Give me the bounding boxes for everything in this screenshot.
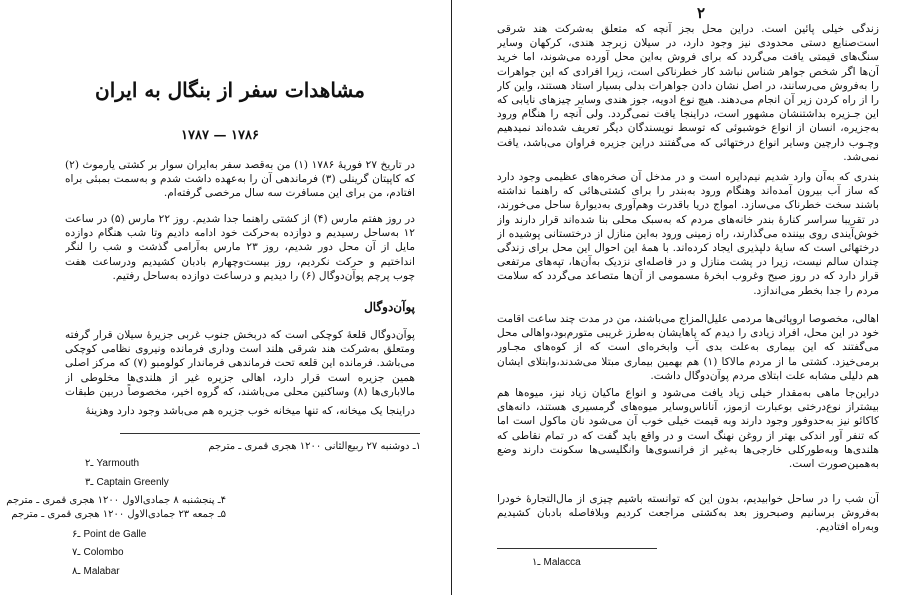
- right-page: [452, 0, 903, 595]
- footnote: ۸ـ Malabar: [72, 566, 120, 577]
- footnote-number: ۸: [72, 566, 78, 577]
- section-heading: پوآن‌دوگال: [364, 300, 415, 314]
- footnote-text: Captain Greenly: [96, 477, 169, 488]
- paragraph: دراینجا یک میخانه، که تنها میخانه خوب جزیره هم می‌باشد وجود دارد وهزینهٔ: [85, 405, 415, 417]
- paragraph: اهالی، مخصوصا اروپائی‌ها مردمی علیل‌المزاج می‌باشند، من در مدت چند ساعت اقامت خود در این محل، افراد زیادی را دیدم که پاهایشان به‌طرز غریبی متورم‌بود،واهالی محل می‌گفتند که این بیماری به‌علت بدی آب وابخره‌ای است که از کوه‌های مجـاور برمی‌خیزد. کشتی ما از مردم مالاکا (۱) هم بهمین بیماری مبتلا می‌شدند،وابتلای ایشان هم دلیلی مشابه علت ابتلای مردم پوآن‌دوگال داشت.: [497, 313, 879, 382]
- footnote-number: ۳: [85, 477, 91, 488]
- paragraph: آن شب را در ساحل خوابیدیم، بدون این که توانسته باشیم چیزی از مال‌التجارهٔ خودرا به‌فروش برسانیم وصبحروز بعد به‌کشتی مراجعت کردیم وبلافاصله بادبان کشیدیم وبه‌راه افتادیم.: [497, 493, 879, 534]
- footnote: ۱ـ دوشنبه ۲۷ ربیع‌الثانی ۱۲۰۰ هجری قمری ـ مترجم: [208, 441, 421, 452]
- paragraph: پوآن‌دوگال قلعهٔ کوچکی است که دربخش جنوب غربی جزیرهٔ سیلان قرار گرفته ومتعلق به‌شرکت هند شرقی هلند است وداری فرمانده ونیروی نظامی کوچکی می‌باشد. فرمانده این قلعه تحت فرماندهی فرماندار کولومبو (۷) که مرکز اصلی همین جزیره است قرار دارد، اهالی جزیره غیر از هلندی‌ها مخلوطی از مالاباری‌ها (۸) وساکنین محلی می‌باشند، که گروه اخیر، مخصوصاً دربین طبقات: [65, 329, 415, 398]
- footnote-number: ۵: [220, 509, 226, 520]
- footnote-number: ۶: [72, 529, 78, 540]
- footnote-text: پنجشنبه ۸ جمادی‌الاول ۱۲۰۰ هجری قمری ـ مترجم: [6, 495, 215, 506]
- footnote: ۱ـ Malacca: [532, 557, 581, 568]
- footnote-text: Malacca: [543, 557, 581, 568]
- footnote-number: ۴: [220, 495, 226, 506]
- page-number: ۲: [697, 4, 706, 22]
- footnote-text: Colombo: [83, 547, 124, 558]
- paragraph: دراین‌جا ماهی به‌مقدار خیلی زیاد یافت می‌شود و انواع ماکیان زیاد نیز، میوه‌ها هم بیشتراز نوع‌درختی بوعبارت ازموز، آناناس‌وسایر میوه‌های گرمسیری هستند، دانه‌های کاکائو نیز به‌حدوفور وجود دارند وبه قیمت خیلی خوب آن می‌شود نان ماکول است اما که تنفر آور اندکی بهتر از روغن نهنگ است و در واقع باید گفت که در تمام نقاطی که هلندی‌ها وبه‌طورکلی خارجی‌ها به‌غیر از فرانسوی‌ها وانگلیسی‌ها سکونت دارند وضع به‌همین‌صورت است.: [497, 387, 879, 471]
- footnote-rule: [497, 548, 657, 549]
- left-page: [0, 0, 451, 595]
- footnote-text: Yarmouth: [96, 458, 140, 469]
- paragraph: زندگی خیلی پائین است. دراین محل بجز آنچه که متعلق به‌شرکت هند شرقی است‌صنایع دستی محدودی نیز وجود دارد، در سیلان زبرجد هندی، کرکهان وسایر سنگ‌های قیمتی یافت می‌گردد که برای فروش به‌این محل آورده می‌شوند، اما خرید آن‌ها اگر شخص جواهر شناس نباشد کار خطرناکی است، زیرا افرادی که این جواهرات را به‌فروش می‌رسانند، در اصل نشان دادن جواهرات بدلی بسیار استاد هستند، واین کار را از راه کردن زیر آن انجام می‌دهند. هیچ نوع ادویه، جوز هندی وسایر چیزهای نایابی که این جـزیره بداشتنشان مشهور است، دراینجا یافت نمی‌گردد. ولی آنچه را هنگام ورود به‌جزیره، انسان از انواع خوشبوئی که توسط نویسندگان دیگر تعریف شده‌اند نمیدهیم وچـوب دارچین وسایر انواع درختهائی که می‌گفتند دراین جزیره فراوان می‌باشد، یافت نمی‌شد.: [497, 23, 879, 163]
- footnote: ۶ـ Point de Galle: [72, 529, 147, 540]
- footnote: ۵ـ جمعه ۲۳ جمادی‌الاول ۱۲۰۰ هجری قمری ـ مترجم: [11, 509, 226, 520]
- footnote-rule: [120, 433, 420, 434]
- footnote: ۷ـ Colombo: [72, 547, 124, 558]
- footnote: ۳ـ Captain Greenly: [85, 477, 169, 488]
- footnote: ۲ـ Yarmouth: [85, 458, 140, 469]
- chapter-title: مشاهدات سفر از بنگال به ایران: [95, 78, 365, 102]
- paragraph: بندری که به‌آن وارد شدیم نیم‌دایره است و در مدخل آن صخره‌های عظیمی وجود دارد که ساز آب بیرون آمده‌اند وهنگام ورود به‌بندر را برای کشتی‌هائی که راهنما نداشته باشند سخت خطرناک می‌سازد. امواج دریا باقدرت وهم‌آوری به‌دیوارهٔ ساحل می‌خورند، در تقریبا سراسر کنارهٔ بندر خانه‌های مردم که به‌سبک محلی بنا شده‌اند قرار دارند واز خوش‌آیندی روی بیننده می‌گذارند، راه زمینی ورود به‌این منازل از درختستانی پوشیده از درختهائی است که سایهٔ دلپذیری ایجاد کرده‌اند. با همهٔ این احوال این محل برای زندگی چندان سالم نیست، زیرا در پشت منازل و در فاصله‌ای نزدیک به‌آن‌ها، تپه‌های مرتفعی قرار دارد که در روز صبح وغروب ابخرهٔ مسمومی از آن‌ها متصاعد می‌گردد که سلامت مردم را جدا بخطر می‌اندازد.: [497, 171, 879, 297]
- footnote-number: ۲: [85, 458, 91, 469]
- footnote-number: ۷: [72, 547, 78, 558]
- footnote-number: ۱: [532, 557, 538, 568]
- footnote-text: Point de Galle: [83, 529, 147, 540]
- footnote-text: جمعه ۲۳ جمادی‌الاول ۱۲۰۰ هجری قمری ـ مترجم: [11, 509, 215, 520]
- footnote-number: ۱: [415, 441, 421, 452]
- footnote-text: دوشنبه ۲۷ ربیع‌الثانی ۱۲۰۰ هجری قمری ـ مترجم: [208, 441, 410, 452]
- footnote-text: Malabar: [83, 566, 120, 577]
- paragraph: در تاریخ ۲۷ فوریهٔ ۱۷۸۶ (۱) من به‌قصد سفر به‌ایران سوار بر کشتی یارموث (۲) که کاپیتان گرینلی (۳) فرماندهی آن را به‌عهده داشت شدم و به‌سمت بمبئی براه افتادم، من برای این مسافرت سه سال مرخصی گرفته‌ام.: [65, 159, 415, 200]
- footnote: ۴ـ پنجشنبه ۸ جمادی‌الاول ۱۲۰۰ هجری قمری ـ مترجم: [6, 495, 226, 506]
- chapter-dates: ۱۷۸۷ — ۱۷۸۶: [181, 128, 259, 143]
- paragraph: در روز هفتم مارس (۴) از کشتی راهنما جدا شدیم. روز ۲۲ مارس (۵) در ساعت ۱۲ به‌ساحل رسیدیم و دوازده به‌حرکت خود ادامه دادیم وتا شب هنگام دوازده مایل از آن محل دور شدیم، روز ۲۳ مارس به‌آرامی گذشت و شب را لنگر انداختیم و حرکت نکردیم، روز بیست‌وچهارم بادبان کشیدیم ودرساعت هفت چوب پرچم پوآن‌دوگال (۶) را دیدیم و درساعت دوازده به‌ساحل رفتیم.: [65, 213, 415, 282]
